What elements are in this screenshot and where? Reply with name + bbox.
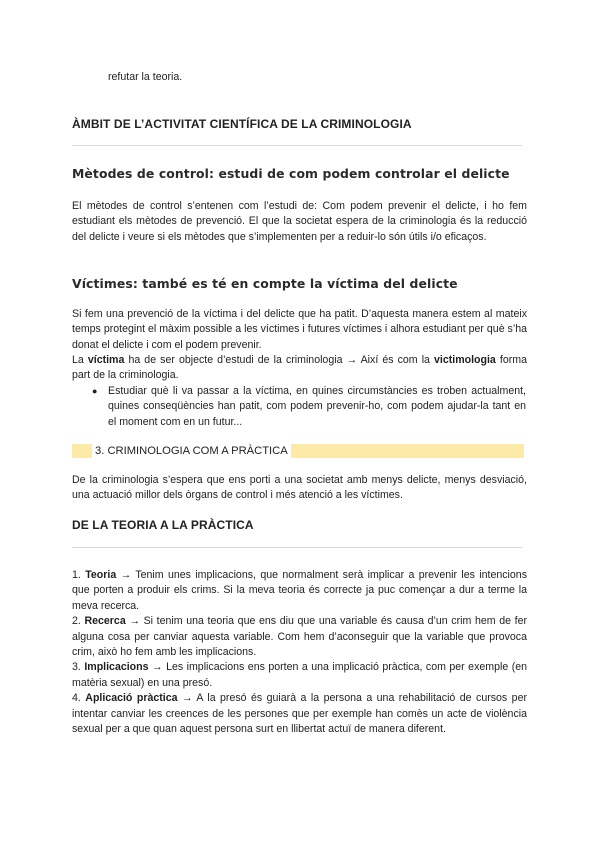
section-title-practica: 3. CRIMINOLOGIA COM A PRÀCTICA <box>92 444 291 458</box>
list-text: → Si tenim una teoria que ens diu que una variable és causa d’un crim hem de fer alguna cosa per canviar aquesta variable. Com hem d’aconseguir que la variable que provoca crim, això ho fem amb les implicacions. <box>72 615 527 659</box>
paragraph-victims-1: Si fem una prevenció de la víctima i del delicte que ha patit. D’aquesta manera estem al mateix temps protegint el màxim possible a les víctimes i futures víctimes i alhora estudiant per què s’ha donat el delicte i com el podem prevenir. <box>72 308 527 351</box>
section-divider <box>72 145 522 146</box>
list-text: → A la presó és guiarà a la persona a una rehabilitació de cursos per intentar canviar les creences de les persones que per exemple han comès un acte de violència sexual per a que quan aquest persona surt en llibertat actuï de manera diferent. <box>72 692 527 736</box>
paragraph-victims-2 <box>72 353 527 384</box>
list-term: Recerca <box>84 615 126 628</box>
numbered-list <box>72 568 527 737</box>
text-fragment: La <box>72 354 88 366</box>
list-number: 2. <box>72 615 85 628</box>
subheading-methods: Mètodes de control: estudi de com podem controlar el delicte <box>72 166 510 181</box>
list-item-teoria <box>72 568 527 614</box>
continuation-text: refutar la teoria. <box>108 71 183 83</box>
section-divider <box>72 547 522 548</box>
paragraph-practica: De la criminologia s’espera que ens porti a una societat amb menys delicte, menys desviació, una actuació millor dels òrgans de control i més atenció a les víctimes. <box>72 474 527 502</box>
bullet-victim-study: Estudiar què li va passar a la víctima, en quines circumstàncies es troben actualment, quines conseqüències han patit, com podem prevenir-ho, com podem ajudar-la tant en el moment com en un futur... <box>108 385 526 428</box>
subheading-victims: Víctimes: també es té en compte la víctima del delicte <box>72 276 458 291</box>
list-number: 1. <box>72 569 86 581</box>
list-text: → Tenim unes implicacions, que normalment serà implicar a prevenir les intencions que porten a produir els crims. Si la meva teoria és correcte ja puc començar a dur a terme la meva recerca. <box>72 569 527 612</box>
list-number: 4. <box>72 692 86 705</box>
list-term: Implicacions <box>84 661 149 674</box>
list-number: 3. <box>72 661 85 674</box>
list-item-implicacions <box>72 660 527 691</box>
text-fragment: ha de ser objecte d’estudi de la criminologia → Així és com la <box>124 354 435 366</box>
text-fragment: forma part de la criminologia. <box>72 354 527 382</box>
list-term: Teoria <box>85 569 117 581</box>
term-victimologia: victimologia <box>434 354 496 366</box>
section-title-ambit: ÀMBIT DE L’ACTIVITAT CIENTÍFICA DE LA CRIMINOLOGIA <box>72 117 412 131</box>
bullet-icon: ● <box>92 386 98 396</box>
list-term: Aplicació pràctica <box>85 692 178 705</box>
term-victima: víctima <box>87 354 125 366</box>
paragraph-methods: El mètodes de control s’entenen com l’estudi de: Com podem prevenir el delicte, i ho fem estudiant els mètodes de prevenció. El que la societat espera de la criminologia és la reducció del delicte i veure si els mètodes que s’implementen per a reduir-lo són útils i/o eficaços. <box>72 200 527 243</box>
list-item-recerca <box>72 614 527 660</box>
list-text: → Les implicacions ens porten a una implicació pràctica, com per exemple (en matèria sexual) en una presó. <box>72 661 528 689</box>
list-item-aplicacio <box>72 691 527 737</box>
section-title-teoria-practica: DE LA TEORIA A LA PRÀCTICA <box>72 518 254 532</box>
